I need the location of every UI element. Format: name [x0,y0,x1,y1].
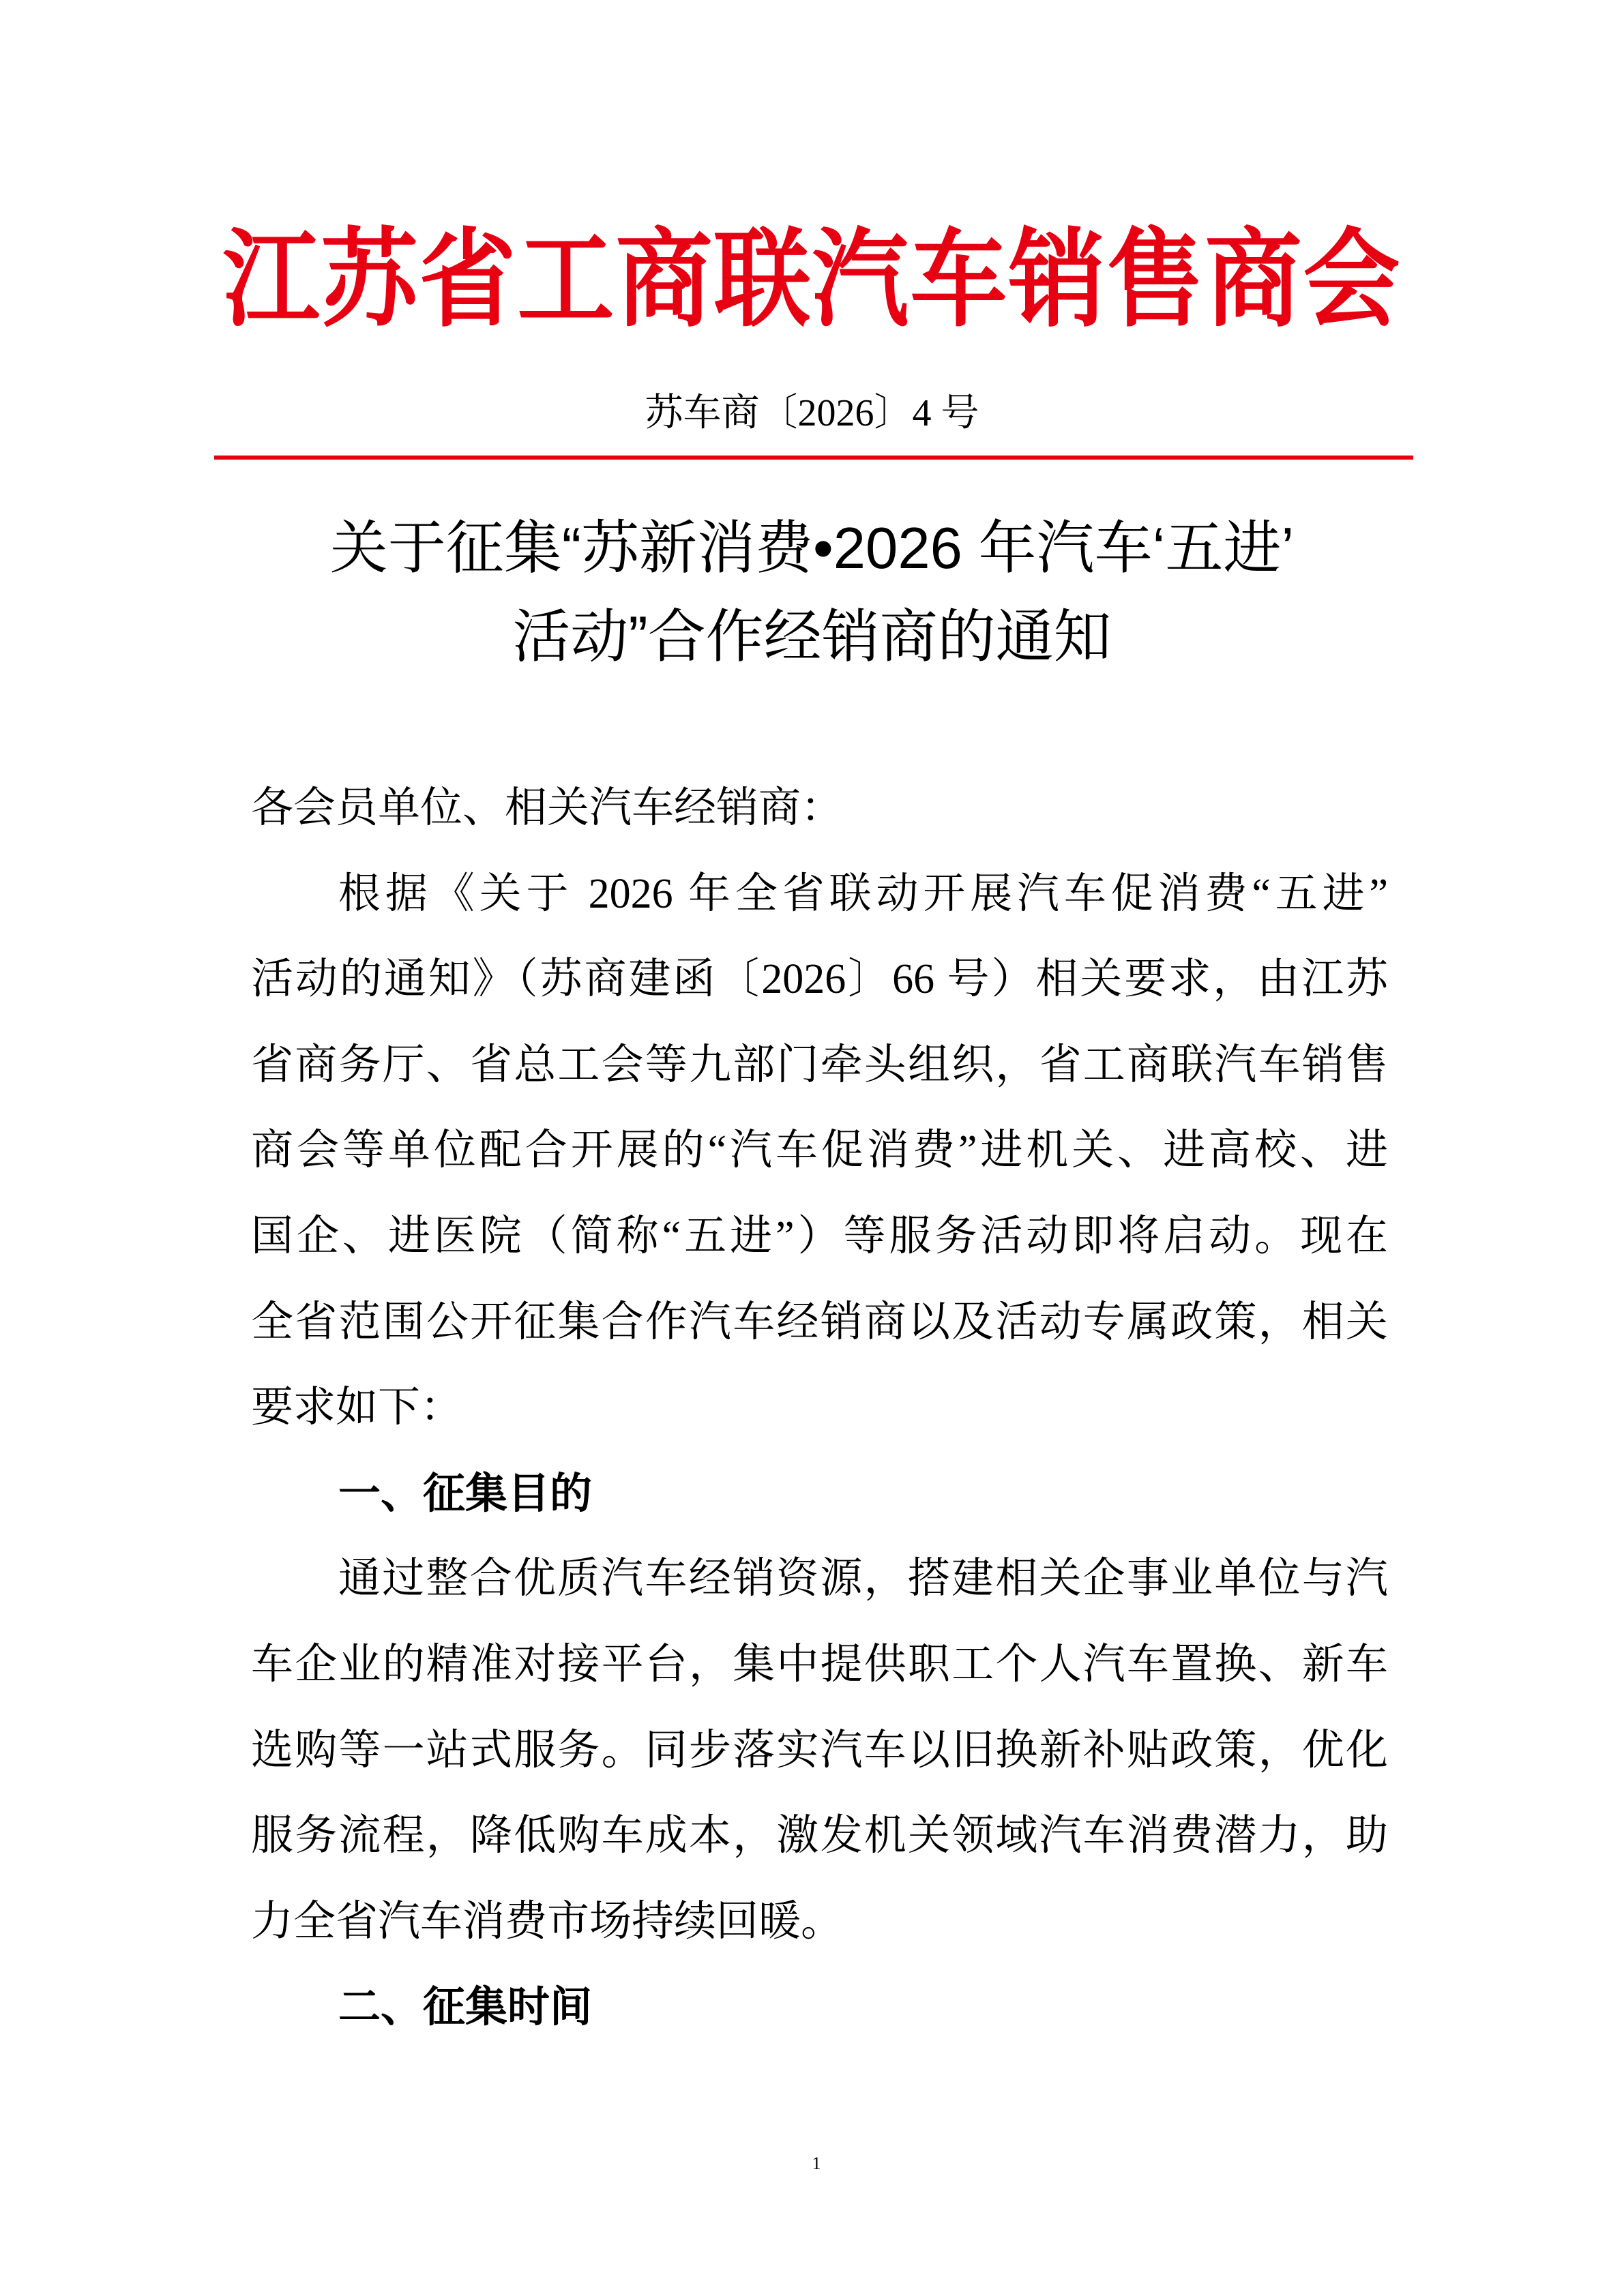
salutation: 各会员单位、相关汽车经销商： [251,785,844,831]
paragraph-line: 车企业的精准对接平台，集中提供职工个人汽车置换、新车 [251,1641,1388,1688]
org-letterhead-title: 江苏省工商联汽车销售商会 [222,221,1402,340]
section-heading-time: 二、征集时间 [338,1984,593,2031]
paragraph-purpose [251,1536,1388,1965]
paragraph-line: 活动的通知》（苏商建函〔2026〕66 号）相关要求，由江苏 [251,956,1388,1003]
notice-title-line-1: 关于征集“苏新消费•2026 年汽车‘五进’ [329,516,1295,581]
paragraph-line: 商会等单位配合开展的“汽车促消费”进机关、进高校、进 [251,1127,1388,1174]
paragraph-line: 力全省汽车消费市场持续回暖。 [251,1898,844,1945]
paragraph-line: 选购等一站式服务。同步落实汽车以旧换新补贴政策，优化 [251,1727,1388,1774]
paragraph-line: 要求如下： [251,1384,463,1431]
paragraph-line: 根据《关于 2026 年全省联动开展汽车促消费“五进” [338,870,1388,917]
notice-title-line-2: 活动”合作经销商的通知 [512,605,1112,670]
notice-body [251,766,1388,2051]
paragraph-line: 通过整合优质汽车经销资源，搭建相关企事业单位与汽 [338,1555,1388,1602]
document-number: 苏车商〔2026〕4 号 [645,392,979,434]
paragraph-line: 国企、进医院（简称“五进”）等服务活动即将启动。现在 [251,1212,1388,1259]
red-divider-line [214,456,1413,460]
paragraph-line: 全省范围公开征集合作汽车经销商以及活动专属政策，相关 [251,1298,1388,1345]
paragraph-line: 服务流程，降低购车成本，激发机关领域汽车消费潜力，助 [251,1813,1388,1860]
paragraph-background [251,852,1388,1451]
page-number: 1 [812,2153,821,2173]
paragraph-line: 省商务厅、省总工会等九部门牵头组织，省工商联汽车销售 [251,1041,1388,1088]
section-heading-purpose: 一、征集目的 [338,1470,593,1517]
